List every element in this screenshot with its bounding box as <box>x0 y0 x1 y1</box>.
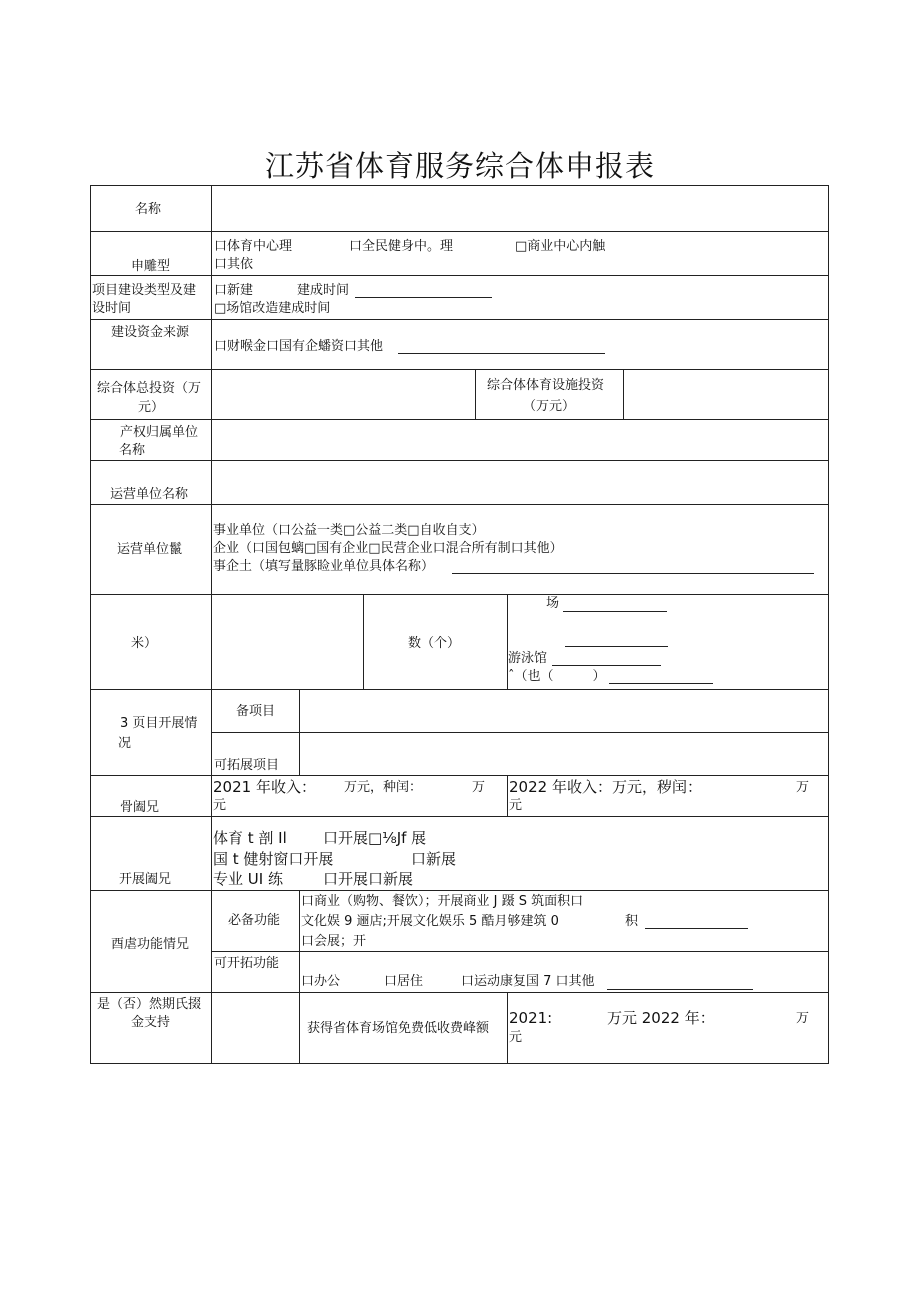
form-title: 江苏省体育服务综合体申报表 <box>264 149 655 183</box>
optional-functions-label-cell <box>211 951 299 992</box>
support-label-cell <box>90 992 211 1064</box>
required-functions-area-field[interactable] <box>645 915 748 929</box>
activities-label: 开展阖兄 <box>119 872 172 887</box>
build-label-cell <box>90 275 211 319</box>
expand-projects-label-cell <box>211 732 299 775</box>
optional-function-rehab[interactable]: 口运动康复国 7 口其他 <box>461 974 595 989</box>
expand-projects-label: 可拓展项目 <box>214 758 280 773</box>
revenue-label-cell <box>90 775 211 816</box>
type-option-commercial-center[interactable]: □商业中心内触 <box>515 239 606 254</box>
owner-label-cell <box>90 419 211 460</box>
revenue-2021-cell <box>211 775 507 816</box>
area-label: 米） <box>131 636 158 651</box>
operator-nature-name-field[interactable] <box>452 560 814 574</box>
funding-options-cell <box>211 319 829 369</box>
activities-label-cell <box>90 816 211 890</box>
required-functions-area-label: 积 <box>625 914 639 929</box>
venue-field-label: 场 <box>546 596 560 611</box>
optional-function-other-field[interactable] <box>607 976 753 990</box>
optional-function-office[interactable]: 口办公 <box>301 974 341 989</box>
revenue-2021-unit-end: 元 <box>213 798 227 813</box>
funding-label-cell <box>90 319 211 369</box>
required-projects-label-cell <box>211 689 299 732</box>
free-fund-label-cell <box>299 992 507 1064</box>
swimming-input[interactable] <box>552 652 661 666</box>
activities-line3-options[interactable]: 口开展口新展 <box>323 870 414 888</box>
revenue-2022-income: 2022 年收入：万元，秽闰： <box>509 778 702 796</box>
optional-functions-label: 可开拓功能 <box>214 956 280 971</box>
venue-other-input[interactable] <box>609 670 713 684</box>
revenue-2021-income: 2021 年收入： <box>213 778 316 796</box>
invest-label-line1: 综合体总投资（万 <box>97 381 202 396</box>
required-projects-input-cell[interactable] <box>299 689 829 732</box>
funding-options[interactable]: 口财喉金口国有企蟠资口其他 <box>214 339 384 354</box>
support-yesno-cell[interactable] <box>211 992 299 1064</box>
required-functions-label: 必备功能 <box>228 913 281 928</box>
activities-line2-options[interactable]: 口新展 <box>411 850 457 868</box>
build-options-cell <box>211 275 829 319</box>
operator-nature-options-cell <box>211 504 829 594</box>
area-input-cell[interactable] <box>211 594 363 689</box>
owner-label-line1: 产权归属单位 <box>120 425 199 440</box>
expand-projects-input-cell[interactable] <box>299 732 829 775</box>
required-projects-label: 备项目 <box>236 704 276 719</box>
revenue-2021-unit: 万 <box>472 780 486 795</box>
build-label-line2: 设时间 <box>92 301 132 316</box>
projects-label-line2: 况 <box>118 736 132 751</box>
venue-field-input[interactable] <box>563 598 667 612</box>
build-time-field[interactable] <box>355 284 492 298</box>
operator-nature-enterprise[interactable]: 企业（口国包螭□国有企业□民营企业口混合所有制口其他） <box>213 541 563 556</box>
free-fund-label: 获得省体育场馆免费低收费峰额 <box>307 1021 490 1036</box>
required-functions-label-cell <box>211 890 299 951</box>
type-options-cell <box>211 231 829 275</box>
build-option-new[interactable]: 口新建 <box>214 283 254 298</box>
support-label-line1: 是（否）然期氏掇 <box>97 997 202 1012</box>
build-label-line1: 项目建设类型及建 <box>92 283 197 298</box>
name-label-cell <box>90 185 211 231</box>
type-option-fitness-center[interactable]: 口全民健身中。理 <box>349 239 454 254</box>
operator-nature-label: 运营单位鬣 <box>117 542 183 557</box>
name-label: 名称 <box>135 202 162 217</box>
activities-line1-label: 体育 t 剖 Il <box>213 829 287 847</box>
count-label-cell <box>363 594 507 689</box>
funding-label: 建设资金来源 <box>111 325 190 340</box>
required-functions-culture[interactable]: 文化娱 9 逦店;开展文化娱乐 5 酷月够建筑 0 <box>301 914 559 929</box>
owner-label-line2: 名称 <box>119 443 146 458</box>
type-option-other[interactable]: 口其依 <box>214 257 254 272</box>
venue-second-input[interactable] <box>565 633 668 647</box>
activities-line1-options[interactable]: 口开展□⅛Jf 展 <box>323 829 427 847</box>
facility-invest-cell[interactable] <box>623 369 829 419</box>
area-label-cell <box>90 594 211 689</box>
build-option-renovate[interactable]: □场馆改造建成时间 <box>214 301 331 316</box>
free-fund-2021: 2021: <box>509 1009 553 1027</box>
name-input-cell[interactable] <box>211 185 829 231</box>
free-fund-unit-end: 元 <box>509 1030 523 1045</box>
venue-other-label: ˆ（也（ ） <box>508 669 606 684</box>
type-label: 申雕型 <box>131 259 171 274</box>
operator-nature-label-cell <box>90 504 211 594</box>
count-label: 数（个） <box>408 636 461 651</box>
free-fund-unit: 万 <box>796 1011 810 1026</box>
activities-line2-label[interactable]: 国 t 健射窗口开展 <box>213 850 334 868</box>
free-fund-2022: 万元 2022 年： <box>607 1009 715 1027</box>
optional-function-residence[interactable]: 口居住 <box>384 974 424 989</box>
funding-other-field[interactable] <box>398 340 605 354</box>
functions-label-cell <box>90 890 211 992</box>
facility-invest-label-line1: 综合体体育设施投资 <box>487 378 605 393</box>
application-form-table <box>90 185 829 1064</box>
operator-name-input-cell[interactable] <box>211 460 829 504</box>
revenue-2022-cell <box>507 775 829 816</box>
operator-nature-mixed[interactable]: 事企土（填写量豚睑业单位具体名称） <box>213 559 435 574</box>
invest-total-cell[interactable] <box>211 369 475 419</box>
invest-label-line2: 元） <box>138 400 165 415</box>
operator-nature-public[interactable]: 事业单位（口公益一类□公益二类□自收自支） <box>213 523 485 538</box>
required-functions-commerce[interactable]: 口商业（购物、餐饮）；开展商业 J 蹑 S 筑面积口 <box>301 894 584 909</box>
venue-count-cell <box>507 594 829 689</box>
free-fund-amount-cell <box>507 992 829 1064</box>
optional-functions-options-cell <box>299 951 829 992</box>
revenue-2022-unit: 万 <box>796 780 810 795</box>
support-label-line2: 金支持 <box>131 1015 171 1030</box>
projects-label-line1: 3 页目开展情 <box>120 716 198 731</box>
facility-invest-label-cell <box>475 369 623 419</box>
facility-invest-label-line2: （万元） <box>523 399 576 414</box>
operator-name-label: 运营单位名称 <box>110 487 189 502</box>
swimming-label: 游泳馆 <box>508 651 548 666</box>
required-functions-options-cell <box>299 890 829 951</box>
revenue-2021-profit: 万元，种闰： <box>344 780 423 795</box>
revenue-2022-unit-end: 元 <box>509 798 523 813</box>
projects-label-cell <box>90 689 211 775</box>
required-functions-exhibition[interactable]: 口会展；开 <box>301 934 367 949</box>
type-label-cell <box>90 231 211 275</box>
owner-input-cell[interactable] <box>211 419 829 460</box>
activities-line3-label: 专业 UI 练 <box>213 870 283 888</box>
build-time-label: 建成时间 <box>297 283 350 298</box>
functions-label: 酉虐功能情兄 <box>111 937 190 952</box>
type-option-sports-center[interactable]: 口体育中心理 <box>214 239 293 254</box>
activities-options-cell <box>211 816 829 890</box>
revenue-label: 骨阖兄 <box>120 800 160 815</box>
invest-label-cell <box>90 369 211 419</box>
operator-name-label-cell <box>90 460 211 504</box>
